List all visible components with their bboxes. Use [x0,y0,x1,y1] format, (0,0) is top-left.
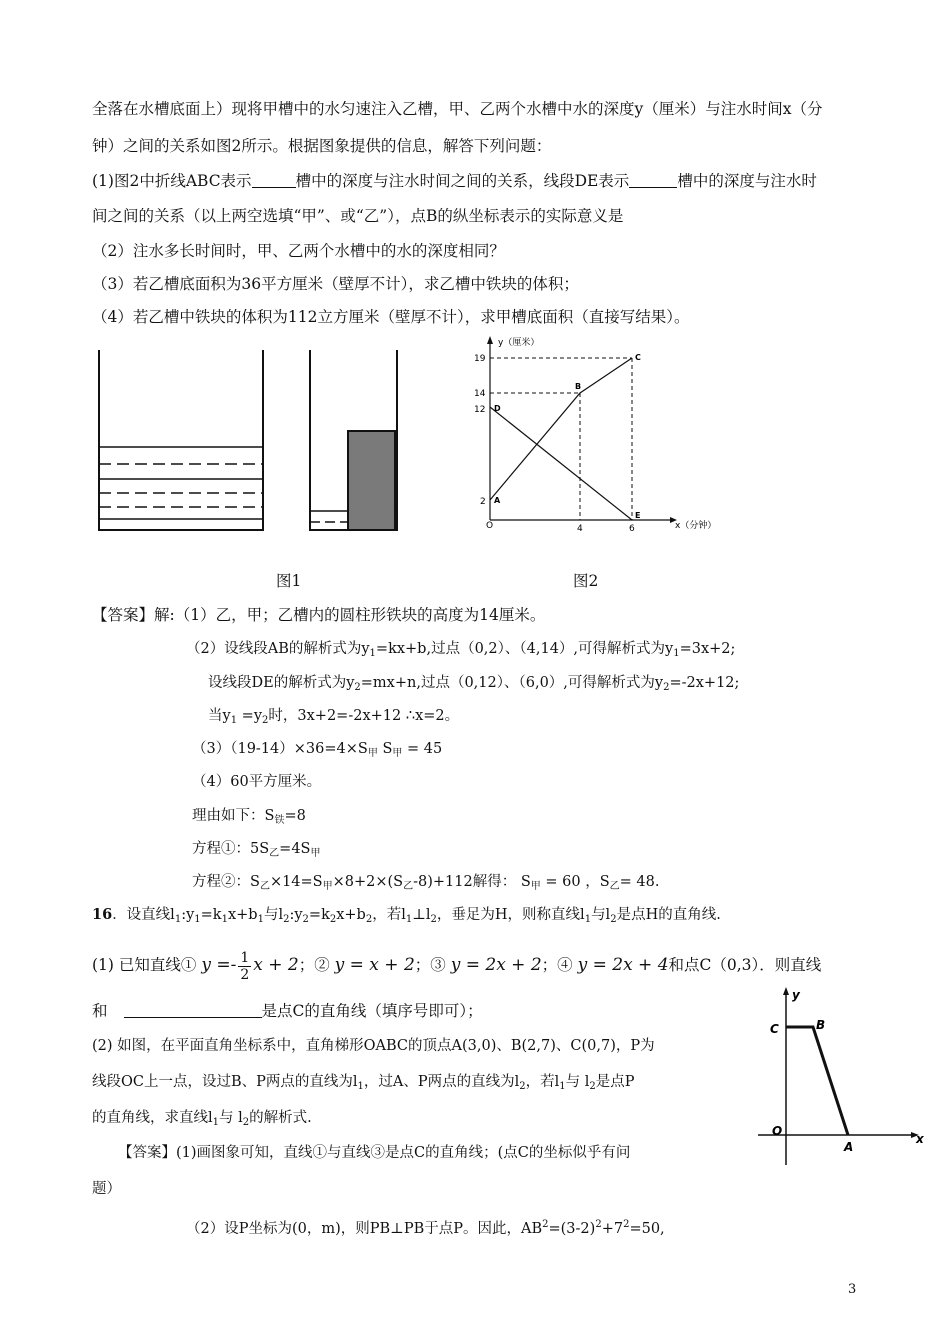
eq1-left: y =- [201,955,237,975]
p15-q1-a: (1)图2中折线ABC表示 [92,172,252,190]
p16-s11: ，垂足为H，则称直线l [436,907,585,923]
y-tick-12: 12 [474,405,486,415]
y-axis-label: y（厘米） [498,338,540,348]
point-d: D [494,404,501,413]
p16-s3: =k [200,907,222,923]
point-a: A [494,496,501,505]
eq3: y = 2x + 2 [450,955,542,975]
p16-q2-9: 的解析式. [249,1110,312,1126]
x-tick-6: 6 [629,524,635,534]
ans15-a8-sub2: 甲 [310,848,321,859]
ans15-a8-sub1: 乙 [269,848,280,859]
p16-s1: ．设直线l [112,907,175,923]
p16-s8: x+b [336,907,366,923]
p16-ans-line2: 题） [92,1181,121,1197]
p15-q1-d: 间之间的关系（以上两空选填“甲”、或“乙”），点B的纵坐标表示的实际意义是 [92,207,624,225]
eq2: y = x + 2 [334,955,415,975]
tank-yi [310,350,397,530]
p16-s7: =k [308,907,330,923]
ans15-a9-sub5: 乙 [609,881,620,892]
p16-q2-3: ，过A、P两点的直线为l [363,1074,520,1090]
ans15-line2: （2）设线段AB的解析式为$y_1=kx+b$,过点（0,2）、（4,14）,可得解析式为$y_1=3x+2$; [186,641,736,659]
p16-y-arrow-icon [783,987,789,995]
eq1-fraction [238,950,251,983]
y-tick-14: 14 [474,389,486,399]
p16-q2-7: 的直角线，求直线l [92,1110,213,1126]
p16-q2-6: 是点P [595,1074,635,1090]
p15-line1: 全落在水槽底面上）现将甲槽中的水匀速注入乙槽，甲、乙两个水槽中水的深度y（厘米）与注水时间x（分 [92,100,823,118]
ans15-a2-1: （2）设线段AB的解析式为y [186,641,370,657]
ans15-a2-2: =kx+b,过点（0,2）、（4,14）,可得解析式为y [375,641,674,657]
eq4: y = 2x + 4 [577,955,669,975]
ans15-a3-1: 设线段DE的解析式为y [208,675,355,691]
p16-s2: :y [181,907,195,923]
p16-figure [748,985,928,1170]
p16-x-label: x [916,1132,924,1146]
p16-ans2-4: =50, [629,1221,665,1237]
p16-ans2-2: =(3-2) [548,1221,596,1237]
figure-1-tanks [90,345,420,545]
ans15-a4-3: 时，3x+2=-2x+12 ∴x=2。 [268,708,460,724]
ans15-line1 [92,604,545,626]
point-e: E [635,511,641,520]
ans15-a9-5: = 60 ，S [540,874,610,890]
p16-s12: 与l [591,907,611,923]
p15-line2: 钟）之间的关系如图2所示。根据图象提供的信息，解答下列问题： [92,137,552,155]
ans15-line7 [192,805,306,832]
p16-ans-line3: （2）设P坐标为(0，m)，则PB⊥PB于点P。因此，$AB^2=(3-2)^2+7^2=50$, [186,1219,665,1237]
figure-2-graph [470,332,730,537]
ans15-a7-1: 理由如下：S [192,808,275,824]
ans15-a5-sub: 甲 [367,748,378,759]
p16-b-label: B [816,1018,826,1032]
p16-y-label: y [792,988,800,1002]
ans15-a9-sub1: 乙 [259,881,270,892]
p15-q1-b: 槽中的深度与注水时间之间的关系，线段DE表示 [295,172,630,190]
y-tick-19: 19 [474,354,486,364]
ans15-a9-3: ×8+2×(S [332,874,404,890]
p16-s5: 与l [263,907,284,923]
ans15-a9-1: 方程②：S [192,874,260,890]
ans15-a7-sub: 铁 [274,815,285,826]
ans15-a2-3: =3x+2; [679,641,736,657]
p16-q1-d: 是点C的直角线（填序号即可）； [261,1002,483,1020]
p16-q2-8: 与 l [219,1110,243,1126]
p16-ans2-3: +7 [601,1221,624,1237]
point-b: B [575,382,582,391]
p15-q4: （4）若乙槽中铁块的体积为112立方厘米（壁厚不计），求甲槽底面积（直接写结果）。 [92,308,690,326]
y-tick-2: 2 [480,497,486,507]
ans15-a4-2: =y [237,708,263,724]
p16-s9: ，若l [372,907,406,923]
p15-q3: （3）若乙槽底面积为36平方厘米（壁厚不计），求乙槽中铁块的体积； [92,275,579,293]
p16-q1-a: (1) 已知直线① [92,956,197,974]
ans15-a1: 解:（1）乙，甲；乙槽内的圆柱形铁块的高度为14厘米。 [154,606,546,624]
line-abc [490,358,632,500]
ans15-line9 [192,871,659,898]
tank-yi-water-right [395,500,415,540]
ans15-a3-2: =mx+n,过点（0,12）、（6,0）,可得解析式为y [360,675,664,691]
p16-s10: ⊥l [412,907,431,923]
p16-ans-line1 [118,1142,630,1164]
p16-q2-line3: 的直角线，求直线$l_1$与 $l_2$的解析式. [92,1110,312,1128]
p16-answer-tag: 【答案】 [118,1145,176,1161]
ans15-a4-1: 当y [208,708,231,724]
p15-q1-line1 [92,170,817,192]
ans15-a5-3: = 45 [402,741,443,757]
p16-c-label: C [770,1022,779,1036]
p16-ans2-1: （2）设P坐标为(0，m)，则PB⊥PB于点P。因此，AB [186,1221,543,1237]
p16-q2-5: 与 l [565,1074,590,1090]
p16-q1-b: 和点C（0,3）．则直线 [668,956,822,974]
origin-label: O [486,521,494,531]
p16-ans1: (1)画图象可知，直线①与直线③是点C的直角线；(点C的坐标似乎有问 [176,1145,631,1161]
ans15-a9-4: -8)+112解得： S [413,874,531,890]
ans15-a8-1: 方程①：5S [192,841,270,857]
p16-number: 16 [92,906,113,923]
ans15-a5-1: （3）（19-14）×36=4×S [192,741,368,757]
ans15-a5-2: S [377,741,393,757]
tank-jia [99,350,263,530]
p16-s6: :y [289,907,303,923]
eq1-num: 1 [240,949,250,966]
p15-q1-c: 槽中的深度与注水时 [677,172,817,190]
p16-a-label: A [844,1140,854,1154]
ans15-a5-sub2: 甲 [392,748,403,759]
ans15-a8-2: =4S [279,841,311,857]
iron-block [348,431,395,530]
ans15-a9-sub4: 甲 [530,881,541,892]
point-c: C [635,353,641,362]
p16-o-label: O [772,1124,783,1138]
p16-s4: x+b [227,907,258,923]
p16-trapezoid [786,1027,848,1135]
fig2-caption: 图2 [573,572,599,590]
y-axis-arrow-icon [487,336,493,344]
p16-q2-line2: 线段OC上一点，设过B、P两点的直线为$l_1$，过A、P两点的直线为$l_2$，若$l_1$与 $l_2$是点P [92,1074,635,1092]
eq1-right: x + 2 [253,955,299,975]
blank-3 [124,1003,262,1018]
x-axis-label: x（分钟） [675,521,717,531]
p16-q1-line2 [92,1000,483,1022]
answer-tag: 【答案】 [92,606,155,624]
p15-q2: （2）注水多长时间时，甲、乙两个水槽中的水的深度相同？ [92,242,505,260]
ans15-a9-6: = 48. [619,874,660,890]
p16-q1-c: 和 [92,1002,108,1020]
fig1-caption: 图1 [276,572,302,590]
eq1-den: 2 [240,966,250,983]
ans15-a9-sub3: 乙 [403,881,414,892]
p16-s13: 是点H的直角线. [616,907,721,923]
page-number: 3 [848,1282,857,1297]
ans15-line5 [192,738,442,765]
ans15-line8 [192,838,320,865]
blank-1 [252,173,296,188]
ans15-a7-2: =8 [284,808,306,824]
line-de [490,407,632,520]
x-tick-4: 4 [577,524,583,534]
ans15-a3-3: =-2x+12; [669,675,740,691]
ans15-line6: （4）60平方厘米。 [192,774,322,790]
ans15-line4: 当$y_1 =y_2$时，3x+2=-2x+12 ∴x=2。 [208,708,460,726]
p16-q2-line1: (2) 如图，在平面直角坐标系中，直角梯形OABC的顶点A(3,0)、B(2,7)、C(0,7)，P为 [92,1038,655,1054]
ans15-a9-sub2: 甲 [322,881,333,892]
ans15-line3: 设线段DE的解析式为$y_2=mx+n$,过点（0,12）、（6,0）,可得解析式为$y_2=-2x+12$; [208,675,740,693]
p16-q2-4: ，若l [525,1074,560,1090]
p16-q1: (1) 已知直线① y =- $\frac{1}{2}$ x + 2；② y = x + 2；③ y = 2x + 2；④ y = 2x + 4和点C（0,3）．则直线 [92,949,822,983]
ans15-a9-2: ×14=S [269,874,323,890]
blank-2 [629,173,677,188]
p16-stem: 16．设直线$l_1:y_1=k_1x+b_1$与$l_2:y_2=k_2x+b_2$，若$l_1\perp l_2$，垂足为H，则称直线$l_1$与$l_2$是点H的直角线. [92,906,721,925]
p16-q2-2: 线段OC上一点，设过B、P两点的直线为l [92,1074,358,1090]
